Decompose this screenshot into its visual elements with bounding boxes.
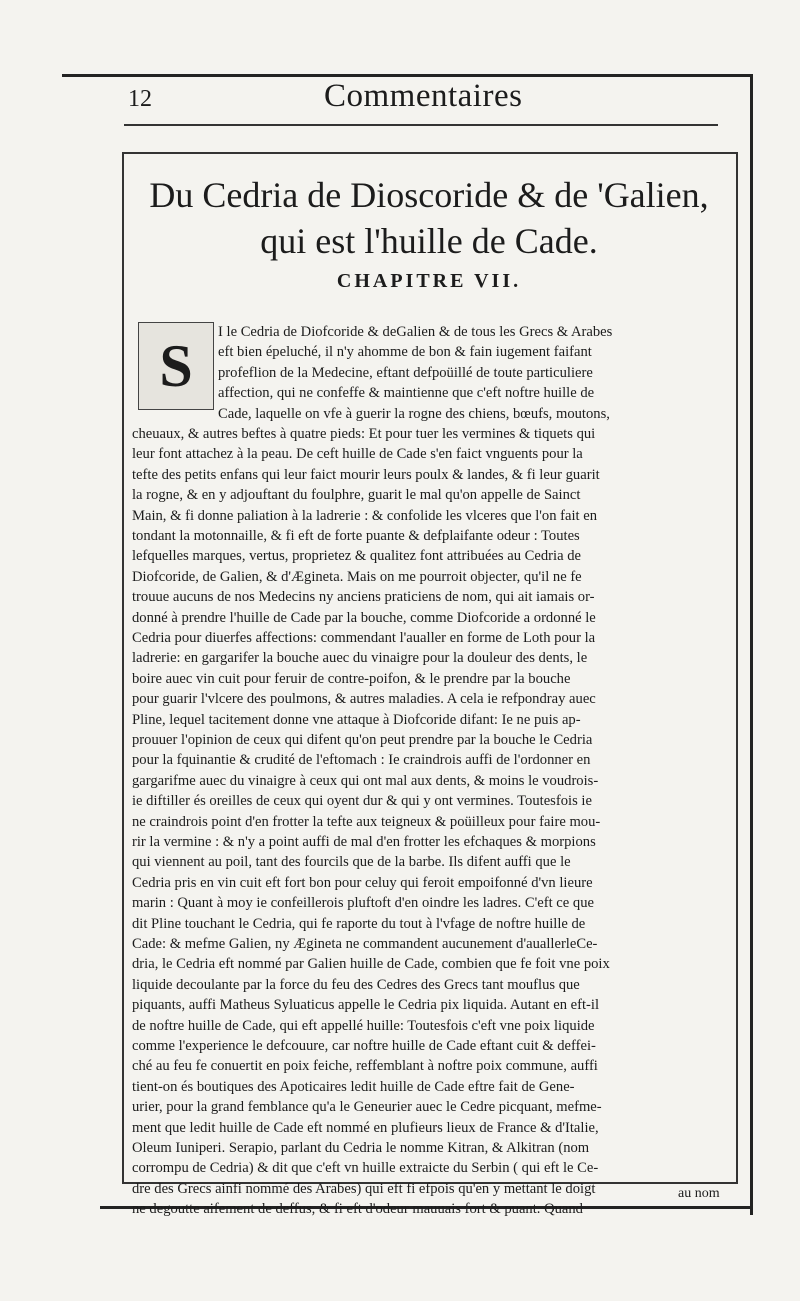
body-line: urier, pour la grand femblance qu'a le Geneurier auec le Cedre picquant, mefme- <box>132 1099 602 1116</box>
body-line: tient-on és boutiques des Apoticaires ledit huille de Cade eftre fait de Gene- <box>132 1078 575 1095</box>
body-line: ment que ledit huille de Cade eft nommé en plufieurs lieux de France & d'Italie, <box>132 1119 599 1136</box>
body-line: marin : Quant à moy ie confeillerois pluftoft d'en oindre les ladres. C'eft ce que <box>132 895 594 912</box>
body-line: ché au feu fe conuertit en poix feiche, reffemblant à noftre poix commune, auffi <box>132 1058 598 1075</box>
body-line: I le Cedria de Diofcoride & deGalien & de tous les Grecs & Arabes <box>218 324 613 340</box>
body-line: Cedria pris en vin cuit eft fort bon pour celuy qui feroit empoifonné d'vn lieure <box>132 874 593 891</box>
body-line: Diofcoride, de Galien, & d'Ægineta. Mais on me pourroit objecter, qu'il ne fe <box>132 568 582 585</box>
body-line: Cedria pour diuerfes affections: commendant l'aualler en forme de Loth pour la <box>132 630 596 646</box>
body-line: donné à prendre l'huille de Cade par la bouche, comme Diofcoride a ordonné le <box>132 609 596 626</box>
body-line: Cade: & mefme Galien, ny Ægineta ne commandent aucunement d'auallerleCe- <box>132 936 598 952</box>
body-line: profeflion de la Medecine, eftant defpoüillé de toute particuliere <box>218 364 593 381</box>
chapter-title-line-1: Du Cedria de Dioscoride & de 'Galien, <box>149 175 709 215</box>
body-line: affection, qui ne confeffe & maintienne que c'eft noftre huille de <box>218 385 595 402</box>
page-number: 12 <box>128 86 152 112</box>
body-line: ne degoutte aifement de deffus, & fi eft d'odeur mauuais fort & puant. Quand <box>132 1201 583 1218</box>
body-line: leur font attachez à la peau. De ceft huille de Cade s'en faict vnguents pour la <box>132 446 583 463</box>
catchword: au nom <box>678 1186 720 1201</box>
body-line: ie diftiller és oreilles de ceux qui oyent dur & qui y ont vermines. Toutesfois ie <box>132 793 592 810</box>
header-rule <box>124 124 718 126</box>
body-line: Pline, lequel tacitement donne vne attaque à Diofcoride difant: Ie ne puis ap- <box>132 711 581 728</box>
body-line: liquide decoulante par la force du feu des Cedres des Grecs tant mouflus que <box>132 976 580 993</box>
body-line: tondant la motonnaille, & fi eft de forte puante & defplaifante odeur : Toutes <box>132 528 580 544</box>
body-line: dre des Grecs ainfi nommé des Arabes) qui eft fi efpois qu'en y mettant le doigt <box>132 1180 596 1197</box>
body-line: de noftre huille de Cade, qui eft appellé huille: Toutesfois c'eft vne poix liquide <box>132 1017 595 1034</box>
body-line: cheuaux, & autres beftes à quatre pieds: Et pour tuer les vermines & tiquets qui <box>132 426 596 442</box>
body-line: rir la vermine : & n'y a point auffi de mal d'en frotter les efchaques & morpions <box>132 834 596 850</box>
chapter-title-line-2: qui est l'huille de Cade. <box>260 221 598 261</box>
body-line: la rogne, & en y adjouftant du foulphre, guarit le mal qu'on appelle de Sainct <box>132 487 581 504</box>
body-line: piquants, auffi Matheus Syluaticus appelle le Cedria pix liquida. Autant en eft-il <box>132 997 600 1014</box>
body-line: ne craindrois point d'en frotter la tefte aux teigneux & poüilleux pour faire mou- <box>132 813 601 830</box>
decorated-initial: S <box>138 322 214 410</box>
body-line: pour guarir l'vlcere des poulmons, & autres maladies. A cela ie refpondray auec <box>132 691 596 708</box>
body-line: comme l'experience le defcouure, car noftre huille de Cade eftant cuit & deffei- <box>132 1038 596 1054</box>
body-line: dria, le Cedria eft nommé par Galien huille de Cade, combien que fe foit vne poix <box>132 956 610 973</box>
chapter-number: CHAPITRE VII. <box>336 270 522 292</box>
body-line: prouuer l'opinion de ceux qui difent qu'on peut prendre par la bouche le Cedria <box>132 732 593 748</box>
running-title: Commentaires <box>324 78 523 114</box>
body-line: pour la fquinantie & crudité de l'eftomach : Ie craindrois auffi de l'ordonner en <box>132 752 591 769</box>
body-line: boire auec vin cuit pour feruir de contre-poifon, & le prendre par la bouche <box>132 670 571 687</box>
body-line: lefquelles marques, vertus, proprietez & qualitez font attribuées au Cedria de <box>132 548 581 565</box>
body-line: qui viennent au poil, tant des fourcils que de la barbe. Ils difent auffi que le <box>132 854 571 871</box>
body-line: corrompu de Cedria) & dit que c'eft vn huille extraicte du Serbin ( qui eft le Ce- <box>132 1160 599 1177</box>
body-line: trouue aucuns de nos Medecins ny anciens praticiens de nom, qui ait iamais or- <box>132 589 595 606</box>
body-line: tefte des petits enfans qui leur faict mourir leurs poulx & landes, & fi leur guarit <box>132 466 600 483</box>
body-line: gargarifme auec du vinaigre à ceux qui ont mal aux dents, & moins le voudrois- <box>132 772 599 789</box>
body-line: ladrerie: en gargarifer la bouche auec du vinaigre pour la douleur des dents, le <box>132 650 588 667</box>
running-head <box>128 80 728 120</box>
body-line: Cade, laquelle on vfe à guerir la rogne des chiens, bœufs, moutons, <box>218 405 610 422</box>
body-line: dit Pline touchant le Cedria, qui fe raporte du tout à l'vfage de noftre huille de <box>132 915 586 932</box>
body-line: Oleum Iuniperi. Serapio, parlant du Cedria le nomme Kitran, & Alkitran (nom <box>132 1140 590 1156</box>
body-line: eft bien épeluché, il n'y ahomme de bon & fain iugement faifant <box>218 344 592 361</box>
chapter-title <box>124 172 734 264</box>
body-line: Main, & fi donne paliation à la ladrerie : & confolide les vlceres que l'on fait en <box>132 507 598 524</box>
